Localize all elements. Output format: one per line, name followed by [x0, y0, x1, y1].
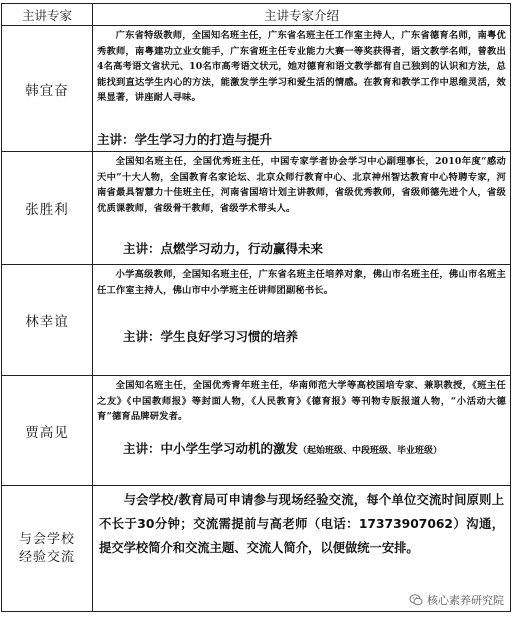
table-row [2, 152, 511, 265]
speaker-intro-cell [93, 152, 511, 265]
exchange-label-line1: 与会学校 [18, 531, 75, 547]
speaker-bio: 全国知名班主任，全国优秀班主任，中国专家学者协会学习中心副理事长，2010年度“感动天中”十大人物，全国教育名家论坛、北京众师行教育中心、北京神州智达教育中心特聘专家，河南省最具智慧力十佳班主任，河南省国培计划主讲教师，省级优秀教师，省级师德先进个人，省级优质课教师，省级骨干教师，省级学术带头人。 [97, 156, 506, 214]
speaker-bio: 广东省特级教师，全国知名班主任，广东省名班主任工作室主持人，广东省德育名师，南粤优秀教师，南粤建功立业女能手，广东省班主任专业能力大赛一等奖获得者，语文教学名师，曾教出4名高考语文省状元、10名市高考语文状元，她对德育和语文教学都有自己独到的认识和方法，总能找到直达学生内心的方法，能激发学生学习和爱生活的情感。在教育和教学工作中思维灵活，效果显著，讲座耐人寻味。 [97, 30, 506, 103]
exchange-label [2, 486, 93, 612]
speaker-topic [93, 239, 510, 257]
topic-note: （起始班级、中段班级、毕业班级） [298, 446, 443, 456]
speaker-topic [93, 130, 510, 148]
speaker-bio: 全国知名班主任，全国优秀青年班主任，华南师范大学等高校国培专家、兼职教授，《班主任之友》《中国教师报》等封面人物，《人民教育》《德育报》等刊物专版报道人物，“小活动大德育”德育品牌研发者。 [97, 380, 506, 422]
table-row [2, 376, 511, 486]
speaker-name: 贾高见 [2, 376, 93, 486]
watermark [409, 592, 504, 608]
speaker-table [1, 3, 511, 612]
table-header-row [2, 4, 511, 26]
header-intro: 主讲专家介绍 [93, 4, 511, 26]
topic-text: 主讲：点燃学习动力，行动赢得未来 [123, 241, 324, 256]
exchange-label-line2: 经验交流 [18, 549, 75, 565]
topic-text: 主讲：学生良好学习习惯的培养 [123, 329, 299, 344]
speaker-topic [93, 440, 510, 460]
speaker-intro-cell [93, 376, 511, 486]
exchange-text: 与会学校/教育局可申请参与现场经验交流，每个单位交流时间原则上不长于30分钟；交流需提前与高老师（电话：17373907062）沟通，提交学校简介和交流主题、交流人简介，以便做统一安排。 [99, 493, 504, 555]
speaker-intro-cell [93, 265, 511, 376]
speaker-name: 林幸谊 [2, 265, 93, 376]
header-speaker: 主讲专家 [2, 4, 93, 26]
topic-text: 主讲：中小学生学习动机的激发 [123, 441, 299, 456]
table-row [2, 265, 511, 376]
speaker-topic [93, 327, 510, 345]
wechat-icon [409, 593, 423, 607]
speaker-intro-cell [93, 26, 511, 152]
watermark-text: 核心素养研究院 [427, 594, 504, 607]
speaker-name: 张胜利 [2, 152, 93, 265]
table-row [2, 26, 511, 152]
speaker-bio: 小学高级教师，全国知名班主任，广东省名班主任培养对象，佛山市名班主任，佛山市名班主任工作室主持人，佛山市中小学班主任讲师团副秘书长。 [97, 269, 506, 296]
topic-text: 主讲：学生学习力的打造与提升 [97, 132, 273, 147]
speaker-name: 韩宜奋 [2, 26, 93, 152]
